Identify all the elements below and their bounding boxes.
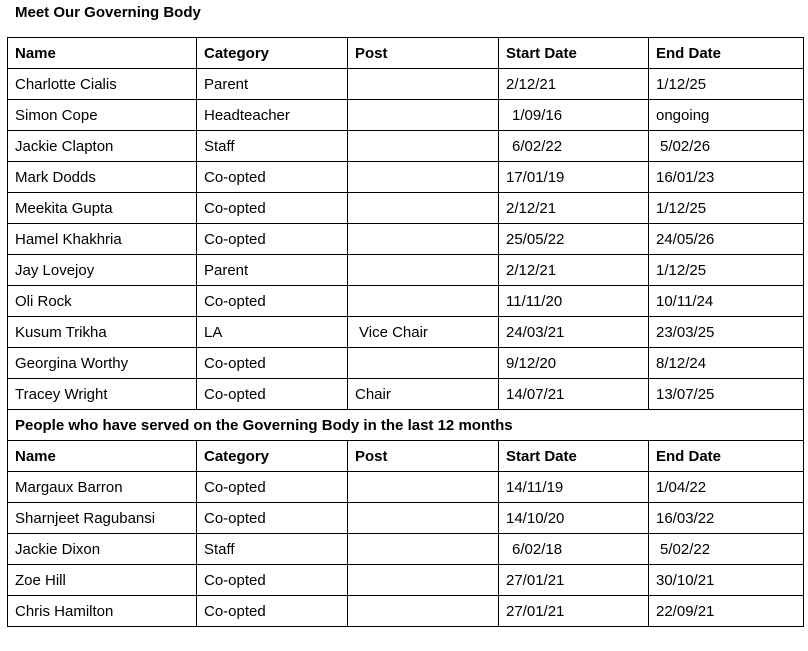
member-name: Chris Hamilton [8,596,197,627]
past-members-section-title: People who have served on the Governing Body in the last 12 months [8,410,804,441]
member-start-date: 24/03/21 [499,317,649,348]
member-post [348,596,499,627]
member-post [348,255,499,286]
member-start-date: 1/09/16 [499,100,649,131]
member-name: Jackie Clapton [8,131,197,162]
member-post [348,348,499,379]
member-category: Co-opted [197,503,348,534]
member-end-date: 1/12/25 [649,193,804,224]
member-end-date: 10/11/24 [649,286,804,317]
header-name: Name [8,441,197,472]
member-post [348,534,499,565]
member-post [348,193,499,224]
member-name: Mark Dodds [8,162,197,193]
member-start-date: 2/12/21 [499,255,649,286]
header-end-date: End Date [649,441,804,472]
member-end-date: ongoing [649,100,804,131]
member-post: Chair [348,379,499,410]
member-end-date: 13/07/25 [649,379,804,410]
past-member-row [8,596,804,627]
member-category: LA [197,317,348,348]
member-start-date: 17/01/19 [499,162,649,193]
member-name: Oli Rock [8,286,197,317]
header-post: Post [348,38,499,69]
header-category: Category [197,441,348,472]
member-start-date: 2/12/21 [499,69,649,100]
past-member-row [8,503,804,534]
member-category: Staff [197,534,348,565]
member-start-date: 6/02/22 [499,131,649,162]
member-post [348,162,499,193]
member-name: Zoe Hill [8,565,197,596]
member-post [348,286,499,317]
member-end-date: 16/01/23 [649,162,804,193]
current-member-row [8,286,804,317]
member-start-date: 14/10/20 [499,503,649,534]
governing-body-table-body [8,38,804,627]
member-category: Co-opted [197,348,348,379]
current-member-row [8,131,804,162]
member-name: Tracey Wright [8,379,197,410]
past-members-section-row [8,410,804,441]
member-end-date: 23/03/25 [649,317,804,348]
member-post [348,131,499,162]
header-category: Category [197,38,348,69]
member-post [348,69,499,100]
member-end-date: 1/04/22 [649,472,804,503]
member-category: Parent [197,255,348,286]
member-name: Simon Cope [8,100,197,131]
member-name: Margaux Barron [8,472,197,503]
member-post [348,503,499,534]
member-end-date: 1/12/25 [649,255,804,286]
member-name: Jackie Dixon [8,534,197,565]
member-category: Co-opted [197,379,348,410]
member-end-date: 30/10/21 [649,565,804,596]
past-member-row [8,472,804,503]
member-end-date: 5/02/26 [649,131,804,162]
member-category: Co-opted [197,224,348,255]
member-post [348,565,499,596]
member-end-date: 8/12/24 [649,348,804,379]
member-category: Co-opted [197,286,348,317]
member-post [348,224,499,255]
member-category: Co-opted [197,472,348,503]
member-start-date: 2/12/21 [499,193,649,224]
governing-body-table [7,37,804,627]
member-category: Co-opted [197,596,348,627]
member-start-date: 14/07/21 [499,379,649,410]
member-start-date: 6/02/18 [499,534,649,565]
member-post [348,472,499,503]
member-start-date: 11/11/20 [499,286,649,317]
member-post: Vice Chair [348,317,499,348]
header-start-date: Start Date [499,38,649,69]
header-post: Post [348,441,499,472]
current-member-row [8,100,804,131]
current-member-row [8,69,804,100]
member-start-date: 25/05/22 [499,224,649,255]
past-members-header-row [8,441,804,472]
member-end-date: 22/09/21 [649,596,804,627]
member-category: Parent [197,69,348,100]
member-end-date: 1/12/25 [649,69,804,100]
member-start-date: 27/01/21 [499,596,649,627]
current-member-row [8,255,804,286]
member-category: Staff [197,131,348,162]
member-name: Jay Lovejoy [8,255,197,286]
member-end-date: 5/02/22 [649,534,804,565]
current-member-row [8,193,804,224]
current-member-row [8,379,804,410]
member-name: Meekita Gupta [8,193,197,224]
member-category: Co-opted [197,162,348,193]
current-member-row [8,162,804,193]
past-member-row [8,534,804,565]
page-title: Meet Our Governing Body [15,4,201,21]
current-member-row [8,348,804,379]
member-category: Co-opted [197,193,348,224]
member-name: Kusum Trikha [8,317,197,348]
member-start-date: 9/12/20 [499,348,649,379]
member-post [348,100,499,131]
member-name: Charlotte Cialis [8,69,197,100]
member-category: Co-opted [197,565,348,596]
member-end-date: 16/03/22 [649,503,804,534]
current-members-header-row [8,38,804,69]
header-end-date: End Date [649,38,804,69]
member-end-date: 24/05/26 [649,224,804,255]
member-name: Georgina Worthy [8,348,197,379]
current-member-row [8,224,804,255]
member-start-date: 14/11/19 [499,472,649,503]
member-start-date: 27/01/21 [499,565,649,596]
header-name: Name [8,38,197,69]
current-member-row [8,317,804,348]
header-start-date: Start Date [499,441,649,472]
member-name: Sharnjeet Ragubansi [8,503,197,534]
member-name: Hamel Khakhria [8,224,197,255]
past-member-row [8,565,804,596]
member-category: Headteacher [197,100,348,131]
